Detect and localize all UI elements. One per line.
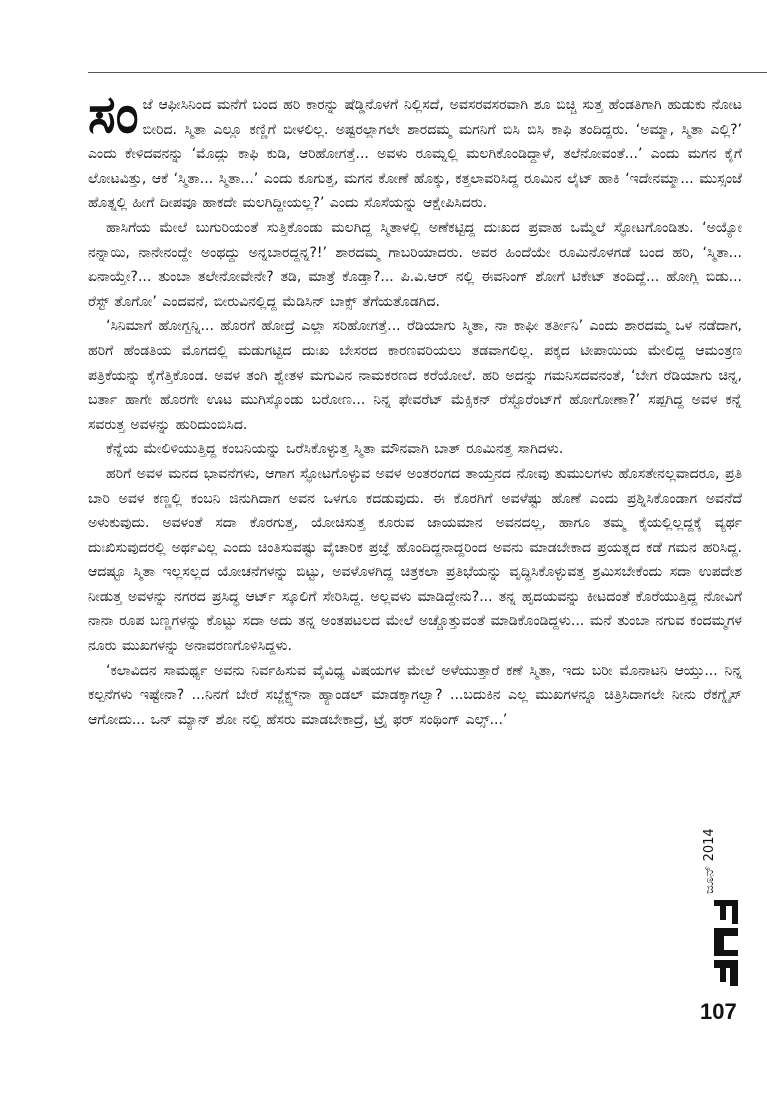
- paragraph-4: ಕೆನ್ನೆಯ ಮೇಲಿಳಿಯುತ್ತಿದ್ದ ಕಂಬನಿಯನ್ನು ಒರೆಸಿಕೊಳ್ಳುತ್ತ ಸ್ಮಿತಾ ಮೌನವಾಗಿ ಬಾತ್ ರೂಮಿನತ್ತ ಸಾಗಿದಳು.: [106, 441, 564, 458]
- magazine-logo: [712, 896, 740, 990]
- article-body: [88, 85, 742, 732]
- paragraph-5: ಹರಿಗೆ ಅವಳ ಮನದ ಭಾವನೆಗಳು, ಆಗಾಗ ಸ್ಫೋಟಗೊಳ್ಳುವ ಅವಳ ಅಂತರಂಗದ ತಾಯ್ತನದ ನೋವು ತುಮುಲಗಳು ಹೊಸತೇನಲ್ಲವಾದರೂ, ಪ್ರತಿ ಬಾರಿ ಅವಳ ಕಣ್ಣಲ್ಲಿ ಕಂಬನಿ ಜಿನುಗಿದಾಗ ಅವನ ಒಳಗೂ ಕದಡುವುದು. ಈ ಕೊರಗಿಗೆ ಅವಳೆಷ್ಟು ಹೊಣೆ ಎಂದು ಪ್ರಶ್ನಿಸಿಕೊಂಡಾಗ ಅವನೆದೆ ಅಳುಕುವುದು. ಅವಳಂತೆ ಸದಾ ಕೊರಗುತ್ತ, ಯೋಚಿಸುತ್ತ ಕೂರುವ ಜಾಯಮಾನ ಅವನದಲ್ಲ, ಹಾಗೂ ತಮ್ಮ ಕೈಯಲ್ಲಿಲ್ಲದ್ದಕ್ಕೆ ವ್ಯರ್ಥ ದುಃಖಿಸುವುದರಲ್ಲಿ ಅರ್ಥವಿಲ್ಲ ಎಂದು ಚಿಂತಿಸುವಷ್ಟು ವೈಚಾರಿಕ ಪ್ರಜ್ಞೆ ಹೊಂದಿದ್ದನಾದ್ದರಿಂದ ಅವನು ಮಾಡಬೇಕಾದ ಪ್ರಯತ್ನದ ಕಡೆ ಗಮನ ಹರಿಸಿದ್ದ. ಆದಷ್ಟೂ ಸ್ಮಿತಾ ಇಲ್ಲಸಲ್ಲದ ಯೋಚನೆಗಳನ್ನು ಬಿಟ್ಟು, ಅವಳೊಳಗಿದ್ದ ಚಿತ್ರಕಲಾ ಪ್ರತಿಭೆಯನ್ನು ವೃದ್ಧಿಸಿಕೊಳ್ಳುವತ್ತ ಶ್ರಮಿಸಬೇಕೆಂದು ಸದಾ ಉಪದೇಶ ನೀಡುತ್ತ ಅವಳನ್ನು ನಗರದ ಪ್ರಸಿದ್ಧ ಆರ್ಟ್ ಸ್ಕೂಲಿಗೆ ಸೇರಿಸಿದ್ದ. ಅಲ್ಲವಳು ಮಾಡಿದ್ದೇನು?... ತನ್ನ ಹೃದಯವನ್ನು ಕೀಟದಂತೆ ಕೊರೆಯುತ್ತಿದ್ದ ನೋವಿಗೆ ನಾನಾ ರೂಪ ಬಣ್ಣಗಳನ್ನು ಕೊಟ್ಟು ಸದಾ ಅದು ತನ್ನ ಅಂತಪಟಲದ ಮೇಲೆ ಅಚ್ಚೊತ್ತುವಂತೆ ಮಾಡಿಕೊಂಡಿದ್ದಳು... ಮನೆ ತುಂಬಾ ನಗುವ ಕಂದಮ್ಮಗಳ ನೂರು ಮುಖಗಳನ್ನು ಅನಾವರಣಗೊಳಿಸಿದ್ದಳು.: [88, 465, 742, 655]
- issue-date: ಜೂನ್ 2014: [702, 828, 717, 894]
- paragraph-6: ‘ಕಲಾವಿದನ ಸಾಮರ್ಥ್ಯ ಅವನು ನಿರ್ವಹಿಸುವ ವೈವಿಧ್ಯ ವಿಷಯಗಳ ಮೇಲೆ ಅಳೆಯುತ್ತಾರೆ ಕಣೆ ಸ್ಮಿತಾ, ಇದು ಬರೀ ಮೊನಾಟನಿ ಆಯ್ತು... ನಿನ್ನ ಕಲ್ಪನೆಗಳು ಇಷ್ಟೇನಾ? ...ನಿನಗೆ ಬೇರೆ ಸಬ್ಜೆಕ್ಟ್ಸ್‌ನಾ ಹ್ಯಾಂಡಲ್ ಮಾಡಕ್ಕಾಗಲ್ವಾ? ...ಬದುಕಿನ ಎಲ್ಲ ಮುಖಗಳನ್ನೂ ಚಿತ್ರಿಸಿದಾಗಲೇ ನೀನು ರೆಕಗ್ನೈಸ್ ಆಗೋದು... ಒನ್ ಮ್ಯಾನ್ ಶೋ ನಲ್ಲಿ ಹೆಸರು ಮಾಡಬೇಕಾದ್ರೆ, ಟ್ರೈ ಫರ್ ಸಂಥಿಂಗ್ ಎಲ್ಸ್...’: [88, 662, 742, 728]
- paragraph-2: ಹಾಸಿಗೆಯ ಮೇಲೆ ಬುಗುರಿಯಂತೆ ಸುತ್ತಿಕೊಂಡು ಮಲಗಿದ್ದ ಸ್ಮಿತಾಳಲ್ಲಿ ಅಣೆಕಟ್ಟಿದ್ದ ದುಃಖದ ಪ್ರವಾಹ ಒಮ್ಮೆಲೆ ಸ್ಫೋಟಗೊಂಡಿತು. ‘ಅಯ್ಯೋ ನನ್ನಾಯಿ, ನಾನೇನಂದ್ದೇ ಅಂಥದ್ದು ಅನ್ನಬಾರದ್ದನ್ನ?!’ ಶಾರದಮ್ಮ ಗಾಬರಿಯಾದರು. ಅವರ ಹಿಂದೆಯೇ ರೂಮಿನೊಳಗಡೆ ಬಂದ ಹರಿ, ‘ಸ್ಮಿತಾ... ಏನಾಯ್ತೇ?... ತುಂಬಾ ತಲೇನೋವೇನೇ? ತಡಿ, ಮಾತ್ರೆ ಕೊಡ್ತಾ?... ಪಿ.ವಿ.ಆರ್ ನಲ್ಲಿ ಈವನಿಂಗ್ ಶೋಗೆ ಟಿಕೇಟ್ ತಂದಿದ್ದೆ... ಹೋಗ್ಲಿ ಬಿಡು... ರೆಸ್ಟ್ ತೊಗೋ’ ಎಂದವನೆ, ಬೀರುವಿನಲ್ಲಿದ್ದ ಮೆಡಿಸಿನ್ ಬಾಕ್ಸ್ ತೆಗೆಯತೊಡಗಿದ.: [88, 219, 742, 310]
- page-number: 107: [700, 999, 737, 1024]
- header-rule: [88, 72, 767, 73]
- paragraph-3: ‘ಸಿನಿಮಾಗೆ ಹೋಗ್ಬನ್ನಿ... ಹೊರಗೆ ಹೋದ್ರೆ ಎಲ್ಲಾ ಸರಿಹೋಗತ್ತೆ... ರೆಡಿಯಾಗು ಸ್ಮಿತಾ, ನಾ ಕಾಫೀ ತರ್ತೀನಿ’ ಎಂದು ಶಾರದಮ್ಮ ಒಳ ನಡೆದಾಗ, ಹರಿಗೆ ಹೆಂಡತಿಯ ಮೊಗದಲ್ಲಿ ಮಡುಗಟ್ಟಿದ ದುಃಖ ಬೇಸರದ ಕಾರಣವರಿಯಲು ತಡವಾಗಲಿಲ್ಲ. ಪಕ್ಕದ ಟೀಪಾಯಿಯ ಮೇಲಿದ್ದ ಆಮಂತ್ರಣ ಪತ್ರಿಕೆಯನ್ನು ಕೈಗೆತ್ತಿಕೊಂಡ. ಅವಳ ತಂಗಿ ಶ್ವೇತಳ ಮಗುವಿನ ನಾಮಕರಣದ ಕರೆಯೋಲೆ. ಹರಿ ಅದನ್ನು ಗಮನಿಸದವನಂತೆ, ‘ಬೇಗ ರೆಡಿಯಾಗು ಚಿನ್ನ, ಬರ್ತಾ ಹಾಗೇ ಹೊರಗೇ ಊಟ ಮುಗಿಸ್ಕೊಂಡು ಬರೋಣ... ನಿನ್ನ ಫೇವರೆಟ್ ಮೆಕ್ಸಿಕನ್ ರೆಸ್ಟೊರೆಂಟ್‌ಗೆ ಹೋಗೋಣಾ?’ ಸಪ್ಪಗಿದ್ದ ಅವಳ ಕನ್ನೆ ಸವರುತ್ತ ಅವಳನ್ನು ಹುರಿದುಂಬಿಸಿದ.: [88, 318, 742, 433]
- paragraph-1: [88, 85, 742, 216]
- drop-cap: ಸಂ: [88, 85, 139, 145]
- magazine-masthead: [700, 784, 740, 990]
- paragraph-text: ಜೆ ಆಫೀಸಿನಿಂದ ಮನೆಗೆ ಬಂದ ಹರಿ ಕಾರನ್ನು ಷೆಡ್ಡಿನೊಳಗೆ ನಿಲ್ಲಿಸದೆ, ಅವಸರವಸರವಾಗಿ ಶೂ ಬಿಚ್ಚಿ ಸುತ್ತ ಹೆಂಡತಿಗಾಗಿ ಹುಡುಕು ನೋಟ ಬೀರಿದ. ಸ್ಮಿತಾ ಎಲ್ಲೂ ಕಣ್ಣಿಗೆ ಬೀಳಲಿಲ್ಲ. ಅಷ್ಟರಲ್ಲಾಗಲೇ ಶಾರದಮ್ಮ ಮಗನಿಗೆ ಬಿಸಿ ಬಿಸಿ ಕಾಫಿ ತಂದಿದ್ದರು. ‘ಅಮ್ಮಾ, ಸ್ಮಿತಾ ಎಲ್ಲಿ?’ ಎಂದು ಕೇಳಿದವನನ್ನು ‘ಮೊದ್ಲು ಕಾಫಿ ಕುಡಿ, ಆರಿಹೋಗತ್ತೆ... ಅವಳು ರೂಮ್ನಲ್ಲಿ ಮಲಗಿಕೊಂಡಿದ್ದಾಳೆ, ತಲೆನೋವಂತೆ...’ ಎಂದು ಮಗನ ಕೈಗೆ ಲೋಟವಿತ್ತು, ಆಕೆ ‘ಸ್ಮಿತಾ... ಸ್ಮಿತಾ...’ ಎಂದು ಕೂಗುತ್ತ, ಮಗನ ಕೋಣೆ ಹೊಕ್ಕು, ಕತ್ತಲಾವರಿಸಿದ್ದ ರೂಮಿನ ಲೈಟ್ ಹಾಕಿ ‘ಇದೇನಮ್ಮಾ... ಮುಸ್ಸಂಜೆ ಹೊತ್ನಲ್ಲಿ ಹೀಗೆ ದೀಪವೂ ಹಾಕದೇ ಮಲಗಿದ್ದೀಯಲ್ಲ?’ ಎಂದು ಸೊಸೆಯನ್ನು ಆಕ್ಷೇಪಿಸಿದರು.: [88, 97, 742, 212]
